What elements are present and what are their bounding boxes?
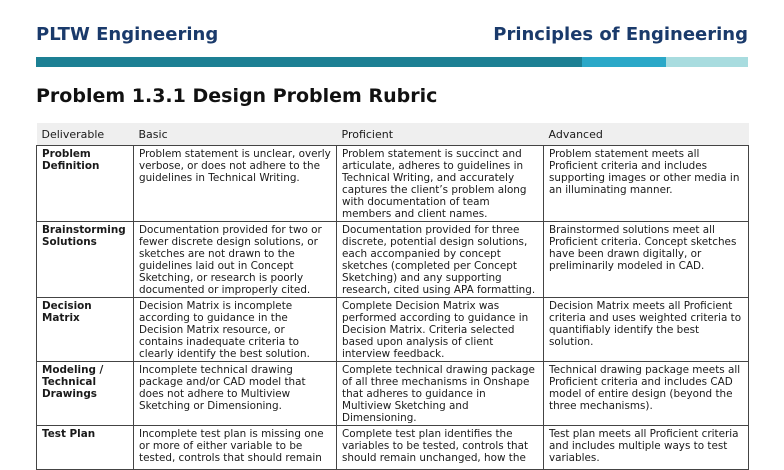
column-header-basic: Basic [134,123,337,146]
table-row [37,298,749,362]
proficient-cell: Documentation provided for three discrete, potential design solutions, each accompanied by concept sketches (completed per Concept Sketching) and any supporting research, cited using APA formatting. [337,222,544,298]
basic-cell: Documentation provided for two or fewer discrete design solutions, or sketches are not drawn to the guidelines laid out in Concept Sketching, or research is poorly documented or improperly cited. [134,222,337,298]
deliverable-cell: Brainstorming Solutions [37,222,134,298]
table-row [37,362,749,426]
proficient-cell: Complete technical drawing package of all three mechanisms in Onshape that adheres to guidance in Multiview Sketching and Dimensioning. [337,362,544,426]
band-segment-mid [582,57,666,67]
table-row [37,426,749,470]
advanced-cell: Test plan meets all Proficient criteria and includes multiple ways to test variables. [544,426,749,470]
document-title: Problem 1.3.1 Design Problem Rubric [36,85,438,107]
rubric-table [36,123,749,470]
advanced-cell: Problem statement meets all Proficient criteria and includes supporting images or other media in an illuminating manner. [544,146,749,222]
rubric-header-row [37,123,749,146]
basic-cell: Incomplete test plan is missing one or more of either variable to be tested, controls that should remain [134,426,337,470]
table-row [37,146,749,222]
column-header-advanced: Advanced [544,123,749,146]
advanced-cell: Decision Matrix meets all Proficient criteria and uses weighted criteria to quantifiably identify the best solution. [544,298,749,362]
band-segment-light [666,57,748,67]
deliverable-cell: Test Plan [37,426,134,470]
band-segment-dark [36,57,582,67]
advanced-cell: Brainstormed solutions meet all Proficient criteria. Concept sketches have been drawn digitally, or preliminarily modeled in CAD. [544,222,749,298]
proficient-cell: Problem statement is succinct and articulate, adheres to guidelines in Technical Writing, and accurately captures the client’s problem along with documentation of team members and client names. [337,146,544,222]
basic-cell: Decision Matrix is incomplete according to guidance in the Decision Matrix resource, or contains inadequate criteria to clearly identify the best solution. [134,298,337,362]
header-right-title: Principles of Engineering [493,24,748,45]
proficient-cell: Complete test plan identifies the variables to be tested, controls that should remain unchanged, how the [337,426,544,470]
deliverable-cell: Modeling / Technical Drawings [37,362,134,426]
deliverable-cell: Problem Definition [37,146,134,222]
basic-cell: Incomplete technical drawing package and/or CAD model that does not adhere to Multiview Sketching or Dimensioning. [134,362,337,426]
deliverable-cell: Decision Matrix [37,298,134,362]
advanced-cell: Technical drawing package meets all Proficient criteria and includes CAD model of entire design (beyond the three mechanisms). [544,362,749,426]
column-header-proficient: Proficient [337,123,544,146]
header-color-band [36,57,748,67]
proficient-cell: Complete Decision Matrix was performed according to guidance in Decision Matrix. Criteria selected based upon analysis of client interview feedback. [337,298,544,362]
column-header-deliverable: Deliverable [37,123,134,146]
basic-cell: Problem statement is unclear, overly verbose, or does not adhere to the guidelines in Technical Writing. [134,146,337,222]
header-left-title: PLTW Engineering [36,24,219,45]
table-row [37,222,749,298]
